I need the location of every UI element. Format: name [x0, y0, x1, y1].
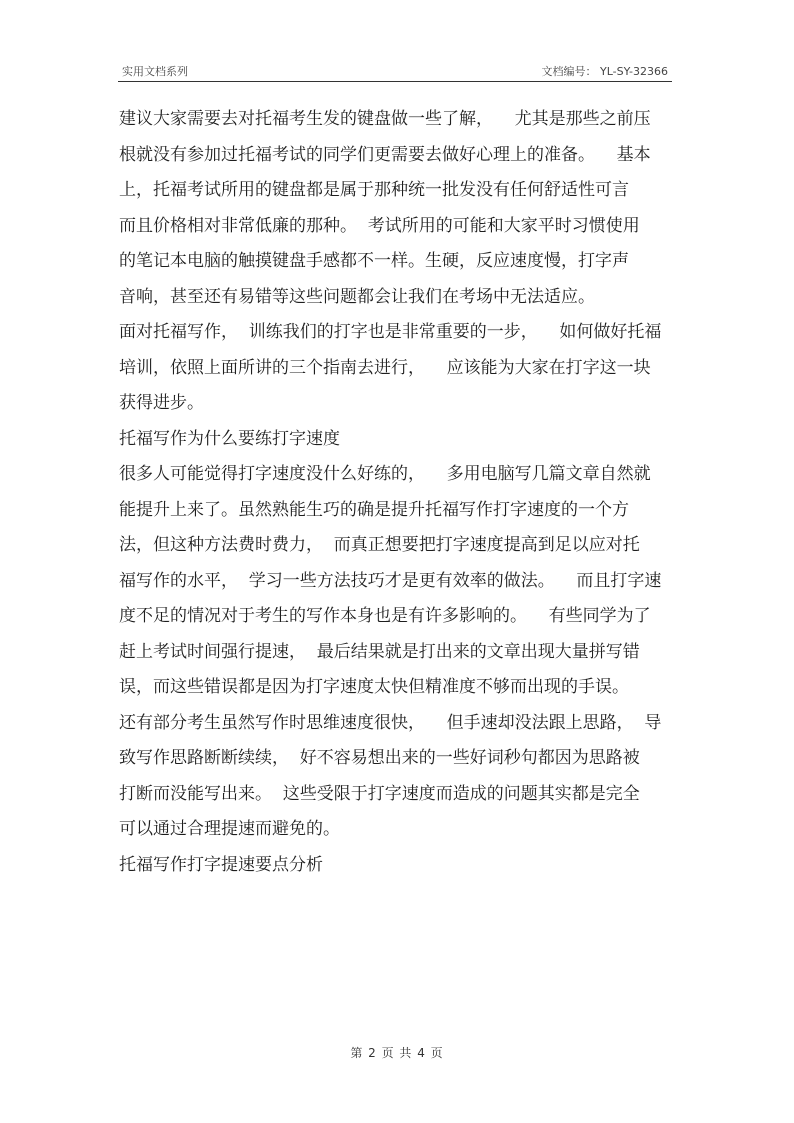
- text-line: 可以通过合理提速而避免的。: [119, 819, 340, 839]
- text-line: 培训，依照上面所讲的三个指南去进行， 应该能为大家在打字这一块: [119, 357, 651, 378]
- document-body: [119, 102, 679, 883]
- text-line: 上，托福考试所用的键盘都是属于那种统一批发没有任何舒适性可言: [119, 180, 629, 200]
- page-footer: 第 2 页 共 4 页: [350, 1046, 444, 1060]
- text-line: 获得进步。: [119, 393, 204, 413]
- header-doc-number: 文档编号： YL-SY-32366: [541, 65, 668, 78]
- text-line: 福写作的水平， 学习一些方法技巧才是更有效率的做法。 而且打字速: [119, 570, 662, 591]
- text-line: 根就没有参加过托福考试的同学们更需要去做好心理上的准备。 基本: [119, 144, 651, 165]
- text-line: 赶上考试时间强行提速， 最后结果就是打出来的文章出现大量拼写错: [119, 641, 640, 662]
- text-line: 建议大家需要去对托福考生发的键盘做一些了解， 尤其是那些之前压: [119, 109, 651, 129]
- text-line: 法，但这种方法费时费力， 而真正想要把打字速度提高到足以应对托: [119, 535, 640, 555]
- text-line: 度不足的情况对于考生的写作本身也是有许多影响的。 有些同学为了: [119, 606, 651, 626]
- text-line: 还有部分考生虽然写作时思维速度很快， 但手速却没法跟上思路， 导: [119, 712, 662, 733]
- header-series-title: 实用文档系列: [122, 65, 188, 78]
- text-line: 的笔记本电脑的触摸键盘手感都不一样。生硬，反应速度慢，打字声: [119, 251, 629, 271]
- text-line: 很多人可能觉得打字速度没什么好练的， 多用电脑写几篇文章自然就: [119, 464, 651, 484]
- text-line: 托福写作打字提速要点分析: [119, 854, 323, 875]
- text-line: 音响，甚至还有易错等这些问题都会让我们在考场中无法适应。: [119, 286, 595, 307]
- text-line: 托福写作为什么要练打字速度: [119, 428, 340, 449]
- text-line: 误，而这些错误都是因为打字速度太快但精准度不够而出现的手误。: [119, 677, 629, 697]
- text-line: 而且价格相对非常低廉的那种。 考试所用的可能和大家平时习惯使用: [119, 215, 640, 236]
- text-line: 致写作思路断断续续， 好不容易想出来的一些好词秒句都因为思路被: [119, 748, 640, 768]
- text-line: 打断而没能写出来。 这些受限于打字速度而造成的问题其实都是完全: [119, 783, 640, 804]
- text-line: 能提升上来了。虽然熟能生巧的确是提升托福写作打字速度的一个方: [119, 499, 629, 520]
- page-header: [118, 60, 672, 82]
- text-line: 面对托福写作， 训练我们的打字也是非常重要的一步， 如何做好托福: [119, 322, 662, 342]
